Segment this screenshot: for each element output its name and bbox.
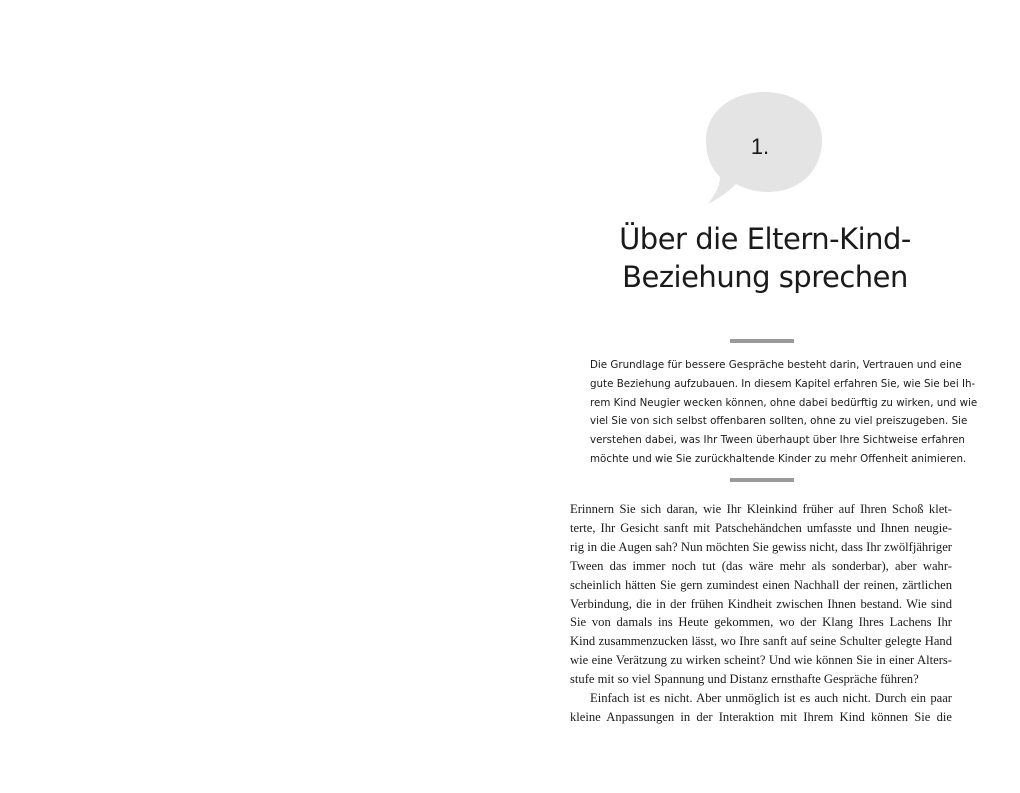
body-line: stufe mit so viel Spannung und Distanz ernsthafte Gespräche führen?	[570, 672, 919, 687]
intro-line: Die Grundlage für bessere Gespräche besteht darin, Vertrauen und eine	[590, 359, 962, 371]
body-line: Tween das immer noch tut (das wäre mehr als sonderbar), aber wahr-	[570, 558, 952, 573]
chapter-title-line: Über die Eltern-Kind-	[619, 222, 911, 256]
body-line: kleine Anpassungen in der Interaktion mit Ihrem Kind können Sie die	[570, 709, 952, 724]
intro-line: verstehen dabei, was Ihr Tween überhaupt über Ihre Sichtweise erfahren	[590, 434, 965, 447]
chapter-intro	[590, 356, 978, 469]
intro-line: möchte und wie Sie zurückhaltende Kinder zu mehr Offenheit animieren.	[590, 452, 967, 465]
body-line: Verbindung, die in der frühen Kindheit zwischen Ihnen bestand. Wie sind	[570, 596, 952, 611]
body-line: scheinlich hätten Sie gern zumindest einen Nachhall der reinen, zärtlichen	[570, 577, 952, 592]
divider-rule	[730, 478, 794, 482]
chapter-title	[570, 220, 960, 296]
intro-line: viel Sie von sich selbst offenbaren sollten, ohne zu viel preiszugeben. Sie	[590, 415, 968, 428]
body-line: terte, Ihr Gesicht sanft mit Patschehändchen umfasste und Ihnen neugie-	[570, 520, 952, 535]
intro-line: gute Beziehung aufzubauen. In diesem Kapitel erfahren Sie, wie Sie bei Ih-	[590, 377, 976, 390]
chapter-number: 1.	[750, 134, 770, 159]
body-line: Erinnern Sie sich daran, wie Ihr Kleinkind früher auf Ihren Schoß klet-	[570, 502, 952, 516]
right-page	[510, 0, 1020, 793]
intro-line: rem Kind Neugier wecken können, ohne dabei bedürftig zu wirken, und wie	[590, 396, 978, 409]
chapter-title-line: Beziehung sprechen	[622, 260, 908, 294]
divider-rule	[730, 339, 794, 343]
body-text	[570, 500, 952, 727]
body-line: Sie von damals ins Heute gekommen, wo der Klang Ihres Lachens Ihr	[570, 615, 952, 630]
body-line: wie eine Verätzung zu wirken scheint? Und wie können Sie in einer Alters-	[570, 653, 952, 668]
body-line: rig in die Augen sah? Nun möchten Sie gewiss nicht, dass Ihr zwölfjähriger	[570, 539, 952, 554]
body-line: Einfach ist es nicht. Aber unmöglich ist es auch nicht. Durch ein paar	[590, 691, 952, 706]
body-line: Kind zusammenzucken lässt, wo Ihre sanft auf seine Schulter gelegte Hand	[570, 634, 952, 649]
